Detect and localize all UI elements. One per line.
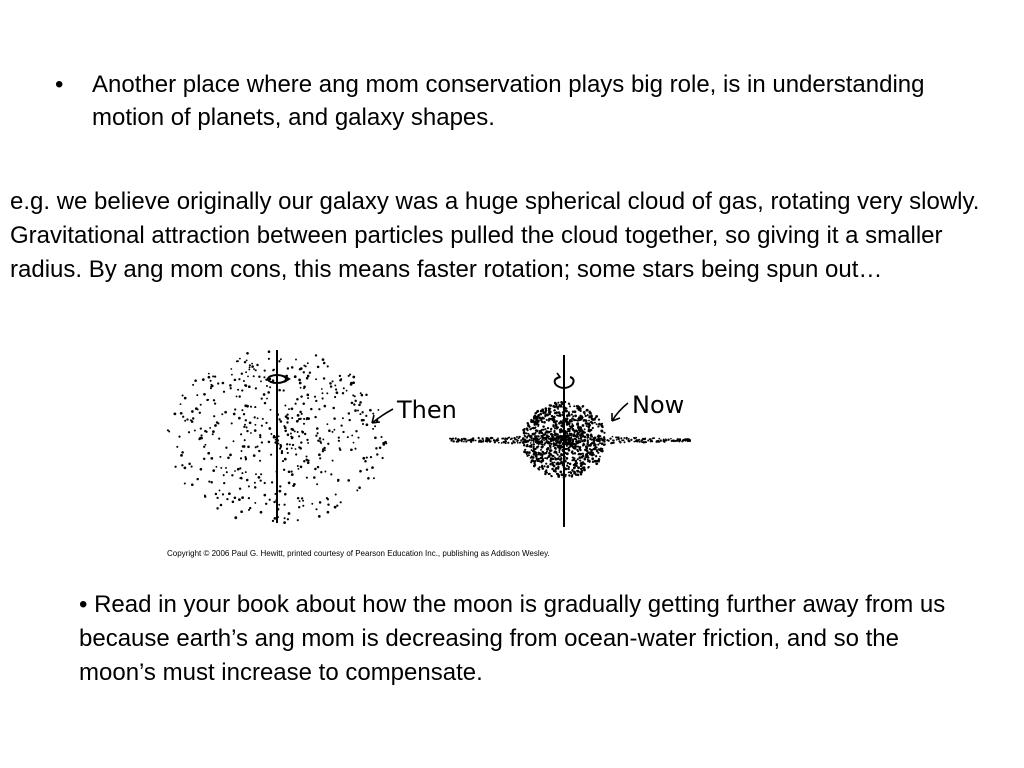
copyright-caption: Copyright © 2006 Paul G. Hewitt, printed courtesy of Pearson Education Inc., publishing as Addison Wesley. — [167, 549, 550, 558]
bottom-bullet: • Read in your book about how the moon is gradually getting further away from us because earth’s ang mom is decreasing from ocean-water friction, and so the moon’s must increase to compensate. — [79, 591, 946, 686]
then-pointer-icon — [372, 409, 393, 423]
now-label: Now — [632, 391, 685, 419]
galaxy-paragraph: e.g. we believe originally our galaxy was a huge spherical cloud of gas, rotating very slowly. Gravitational attraction between particles pulled the cloud together, so giving it a smaller radius. By ang mom cons, this means faster rotation; some stars being spun out… — [10, 188, 980, 283]
galaxy-figure — [160, 345, 700, 565]
top-bullet — [55, 68, 955, 134]
top-bullet-text: Another place where ang mom conservation plays big role, is in understanding motion of planets, and galaxy shapes. — [92, 71, 925, 131]
bullet-marker: • — [55, 71, 64, 98]
then-label: Then — [397, 396, 457, 424]
galaxy-illustration — [160, 345, 700, 545]
